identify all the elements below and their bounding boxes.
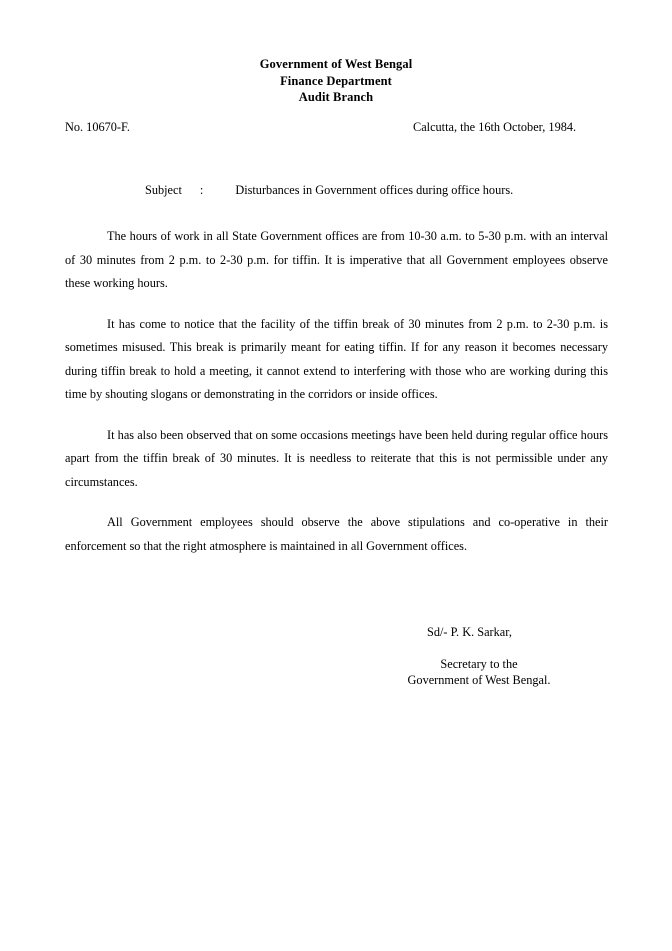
- body-paragraph-3: It has also been observed that on some occasions meetings have been held during regular office hours apart from the tiffin break of 30 minutes. It is needless to reiterate that this is not permissible under any circumstances.: [65, 427, 608, 489]
- signatory-name: Sd/- P. K. Sarkar,: [427, 625, 512, 639]
- memo-number: No. 10670-F.: [65, 120, 130, 134]
- place-and-date: Calcutta, the 16th October, 1984.: [413, 120, 577, 134]
- subject-line: [145, 182, 513, 199]
- subject-text: Disturbances in Government offices during office hours.: [235, 183, 514, 197]
- body-paragraph-2: It has come to notice that the facility of the tiffin break of 30 minutes from 2 p.m. to 2-30 p.m. is sometimes misused. This break is primarily meant for eating tiffin. If for any reason it becomes necessary during tiffin break to hold a meeting, it cannot extend to interfering with those who are working during this time by shouting slogans or demonstrating in the corridors or inside offices.: [65, 316, 608, 401]
- letterhead-line-department: Finance Department: [280, 73, 392, 88]
- body-paragraph-4: All Government employees should observe the above stipulations and co-operative in their enforcement so that the right atmosphere is maintained in all Government offices.: [65, 515, 608, 553]
- letterhead: [0, 56, 672, 106]
- document-body: [65, 225, 608, 558]
- letterhead-line-branch: Audit Branch: [298, 90, 374, 104]
- subject-label: Subject: [145, 183, 182, 197]
- body-paragraph-1: The hours of work in all State Government offices are from 10-30 a.m. to 5-30 p.m. with an interval of 30 minutes from 2 p.m. to 2-30 p.m. for tiffin. It is imperative that all Government employees observe these working hours.: [65, 229, 608, 290]
- subject-colon: :: [199, 183, 204, 197]
- designation-line-1: Secretary to the: [440, 657, 518, 671]
- signatory-designation: [350, 656, 608, 688]
- letterhead-line-government: Government of West Bengal: [259, 57, 413, 71]
- designation-line-2: Government of West Bengal.: [407, 673, 551, 687]
- reference-row: [65, 119, 608, 135]
